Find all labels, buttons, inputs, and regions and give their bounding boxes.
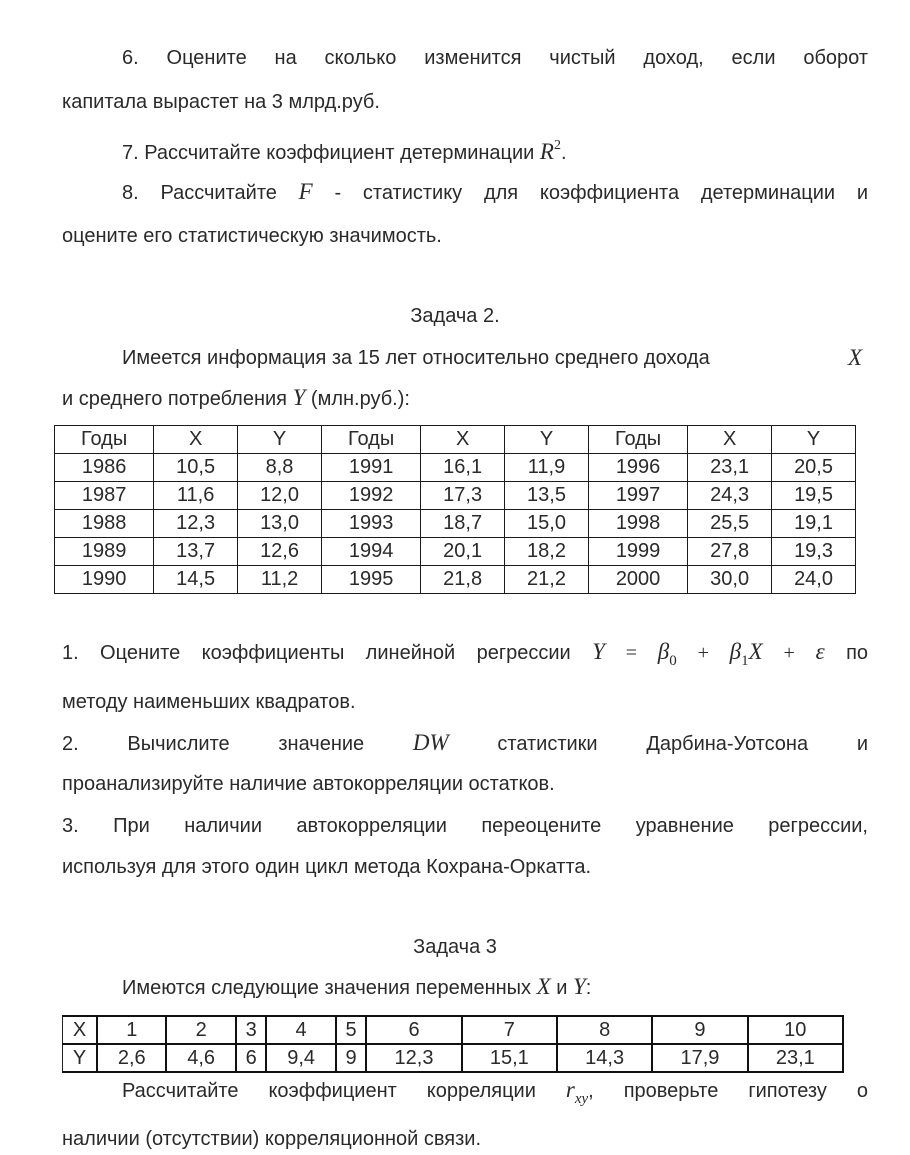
task3-intro-and: и: [550, 977, 573, 999]
table-cell: 1990: [55, 566, 154, 594]
x-value-cell: 8: [557, 1016, 652, 1044]
task2-data-table: [54, 425, 856, 594]
table-cell: 1986: [55, 454, 154, 482]
table-cell: 1988: [55, 510, 154, 538]
task1-q6-line1: 6. Оцените на сколько изменится чистый доход, если оборот: [122, 47, 868, 69]
table-cell: 13,0: [238, 510, 322, 538]
y-value-cell: 14,3: [557, 1044, 652, 1072]
r-symbol: r: [565, 1077, 575, 1102]
y-label-cell: Y: [63, 1044, 98, 1072]
y-variable: Y: [572, 974, 586, 999]
task2-q3-line1: 3. При наличии автокорреляции переоцените уравнение регрессии,: [62, 815, 868, 837]
table-cell: 19,1: [772, 510, 856, 538]
y-variable: Y: [292, 385, 306, 410]
task1-q8-line1: [122, 180, 868, 205]
dw-symbol: DW: [412, 730, 449, 755]
x-value-cell: 9: [652, 1016, 747, 1044]
task1-q8-pre: 8. Рассчитайте: [122, 182, 299, 204]
y-value-cell: 23,1: [748, 1044, 843, 1072]
task2-q1-line1: [62, 640, 868, 673]
table-cell: 18,2: [505, 538, 589, 566]
q2-num: 2.: [62, 733, 79, 755]
table-header-cell: X: [421, 426, 505, 454]
r-squared-symbol: [540, 139, 561, 164]
y-value-cell: 17,9: [652, 1044, 747, 1072]
y-value-cell: 15,1: [462, 1044, 557, 1072]
table-cell: 8,8: [238, 454, 322, 482]
table-header-cell: Годы: [321, 426, 420, 454]
eq-beta0: β: [657, 639, 670, 664]
table-cell: 21,8: [421, 566, 505, 594]
x-value-cell: 1: [97, 1016, 166, 1044]
task2-intro2-pre: и среднего потребления: [62, 388, 293, 410]
table-row: [55, 454, 856, 482]
y-value-cell: 4,6: [166, 1044, 235, 1072]
q2-w3: статистики: [448, 733, 598, 755]
rxy-symbol: [565, 1077, 589, 1107]
task3-intro-post: :: [585, 977, 592, 999]
table-cell: 17,3: [421, 482, 505, 510]
table-cell: 1989: [55, 538, 154, 566]
table-cell: 23,1: [688, 454, 772, 482]
table-cell: 30,0: [688, 566, 772, 594]
table-cell: 11,9: [505, 454, 589, 482]
task1-q8-line2: оцените его статистическую значимость.: [62, 225, 442, 247]
task2-q1-line2: методу наименьших квадратов.: [62, 691, 356, 713]
table-header-row: [55, 426, 856, 454]
table-cell: 13,5: [505, 482, 589, 510]
table-cell: 1992: [321, 482, 420, 510]
task1-q7-text: 7. Рассчитайте коэффициент детерминации: [122, 142, 540, 164]
table-header-cell: X: [154, 426, 238, 454]
table-cell: 21,2: [505, 566, 589, 594]
task3-q-post: , проверьте гипотезу о: [588, 1080, 868, 1102]
y-value-cell: 9,4: [266, 1044, 335, 1072]
table-cell: 27,8: [688, 538, 772, 566]
table-cell: 1993: [321, 510, 420, 538]
table-cell: 1987: [55, 482, 154, 510]
eq-beta1: β: [729, 639, 742, 664]
table-cell: 1994: [321, 538, 420, 566]
table-header-cell: Годы: [55, 426, 154, 454]
table-cell: 13,7: [154, 538, 238, 566]
table-cell: 20,1: [421, 538, 505, 566]
task2-q2-line1: [62, 731, 868, 756]
eq-plus2: +: [762, 642, 816, 664]
eq-epsilon: ε: [815, 639, 825, 664]
y-value-cell: 2,6: [97, 1044, 166, 1072]
task3-intro-text: Имеются следующие значения переменных: [122, 977, 537, 999]
task2-q3-line2: используя для этого один цикл метода Кохрана-Оркатта.: [62, 856, 592, 878]
task3-question-line1: [122, 1078, 868, 1111]
r-squared-exponent: 2: [553, 138, 561, 153]
task3-q-pre: Рассчитайте коэффициент корреляции: [122, 1080, 566, 1102]
regression-equation: [592, 639, 825, 669]
task2-title: Задача 2.: [410, 305, 500, 327]
task2-q2-line2: проанализируйте наличие автокорреляции остатков.: [62, 773, 555, 795]
f-symbol: F: [298, 179, 313, 204]
task2-q1-post: по: [846, 642, 869, 664]
task1-q6-line2: капитала вырастет на 3 млрд.руб.: [62, 91, 380, 113]
table-cell: 1998: [588, 510, 687, 538]
eq-sub0: 0: [669, 653, 677, 669]
table-cell: 11,2: [238, 566, 322, 594]
eq-equals: =: [604, 642, 658, 664]
eq-plus1: +: [676, 642, 730, 664]
table-cell: 19,5: [772, 482, 856, 510]
table-cell: 1991: [321, 454, 420, 482]
table-header-cell: Y: [772, 426, 856, 454]
table-header-cell: Годы: [588, 426, 687, 454]
q2-w4: Дарбина-Уотсона: [646, 733, 809, 755]
x-value-cell: 2: [166, 1016, 235, 1044]
table-row: [55, 566, 856, 594]
x-value-cell: 4: [266, 1016, 335, 1044]
table-cell: 18,7: [421, 510, 505, 538]
task3-intro: [122, 975, 868, 1000]
task2-intro-line1: [122, 346, 868, 370]
task3-question-line2: наличии (отсутствии) корреляционной связи.: [62, 1128, 482, 1150]
table-cell: 20,5: [772, 454, 856, 482]
task2-intro-text: Имеется информация за 15 лет относительно среднего дохода: [122, 347, 710, 369]
table-cell: 10,5: [154, 454, 238, 482]
table-cell: 11,6: [154, 482, 238, 510]
table-cell: 1997: [588, 482, 687, 510]
r-symbol: R: [539, 139, 554, 164]
table-cell: 12,3: [154, 510, 238, 538]
table-cell: 19,3: [772, 538, 856, 566]
task1-q7: [122, 134, 868, 165]
eq-x: X: [748, 639, 763, 664]
table-cell: 25,5: [688, 510, 772, 538]
table-cell: 12,0: [238, 482, 322, 510]
x-value-cell: 3: [236, 1016, 267, 1044]
table-cell: 24,3: [688, 482, 772, 510]
y-value-cell: 12,3: [366, 1044, 461, 1072]
table-row: [55, 510, 856, 538]
task2-q1-text: 1. Оцените коэффициенты линейной регрессии: [62, 642, 571, 664]
task2-intro2-post: (млн.руб.):: [305, 388, 410, 410]
table-header-cell: Y: [505, 426, 589, 454]
table-cell: 2000: [588, 566, 687, 594]
table-header-cell: X: [688, 426, 772, 454]
table-row: [55, 538, 856, 566]
q2-w1: Вычислите: [127, 733, 230, 755]
task3-x-row: [63, 1016, 844, 1044]
task2-intro-line2: [62, 386, 868, 411]
x-value-cell: 10: [748, 1016, 843, 1044]
x-label-cell: X: [63, 1016, 98, 1044]
x-value-cell: 6: [366, 1016, 461, 1044]
task1-q7-end: .: [560, 142, 567, 164]
x-value-cell: 5: [336, 1016, 367, 1044]
eq-sub1: 1: [741, 653, 749, 669]
task3-title: Задача 3: [413, 936, 497, 958]
q2-w2: значение: [278, 733, 365, 755]
table-cell: 1995: [321, 566, 420, 594]
table-cell: 1996: [588, 454, 687, 482]
x-variable: X: [847, 345, 862, 370]
x-value-cell: 7: [462, 1016, 557, 1044]
table-cell: 16,1: [421, 454, 505, 482]
table-cell: 24,0: [772, 566, 856, 594]
table-header-cell: Y: [238, 426, 322, 454]
task1-q8-rest: - статистику для коэффициента детерминации и: [312, 182, 869, 204]
task3-data-table: [62, 1015, 844, 1073]
xy-subscript: xy: [574, 1091, 589, 1107]
y-value-cell: 9: [336, 1044, 367, 1072]
table-cell: 12,6: [238, 538, 322, 566]
table-row: [55, 482, 856, 510]
task3-y-row: [63, 1044, 844, 1072]
table-cell: 15,0: [505, 510, 589, 538]
x-variable: X: [536, 974, 551, 999]
y-value-cell: 6: [236, 1044, 267, 1072]
table-cell: 1999: [588, 538, 687, 566]
q2-w5: и: [856, 733, 868, 755]
table-cell: 14,5: [154, 566, 238, 594]
eq-y: Y: [592, 639, 605, 664]
